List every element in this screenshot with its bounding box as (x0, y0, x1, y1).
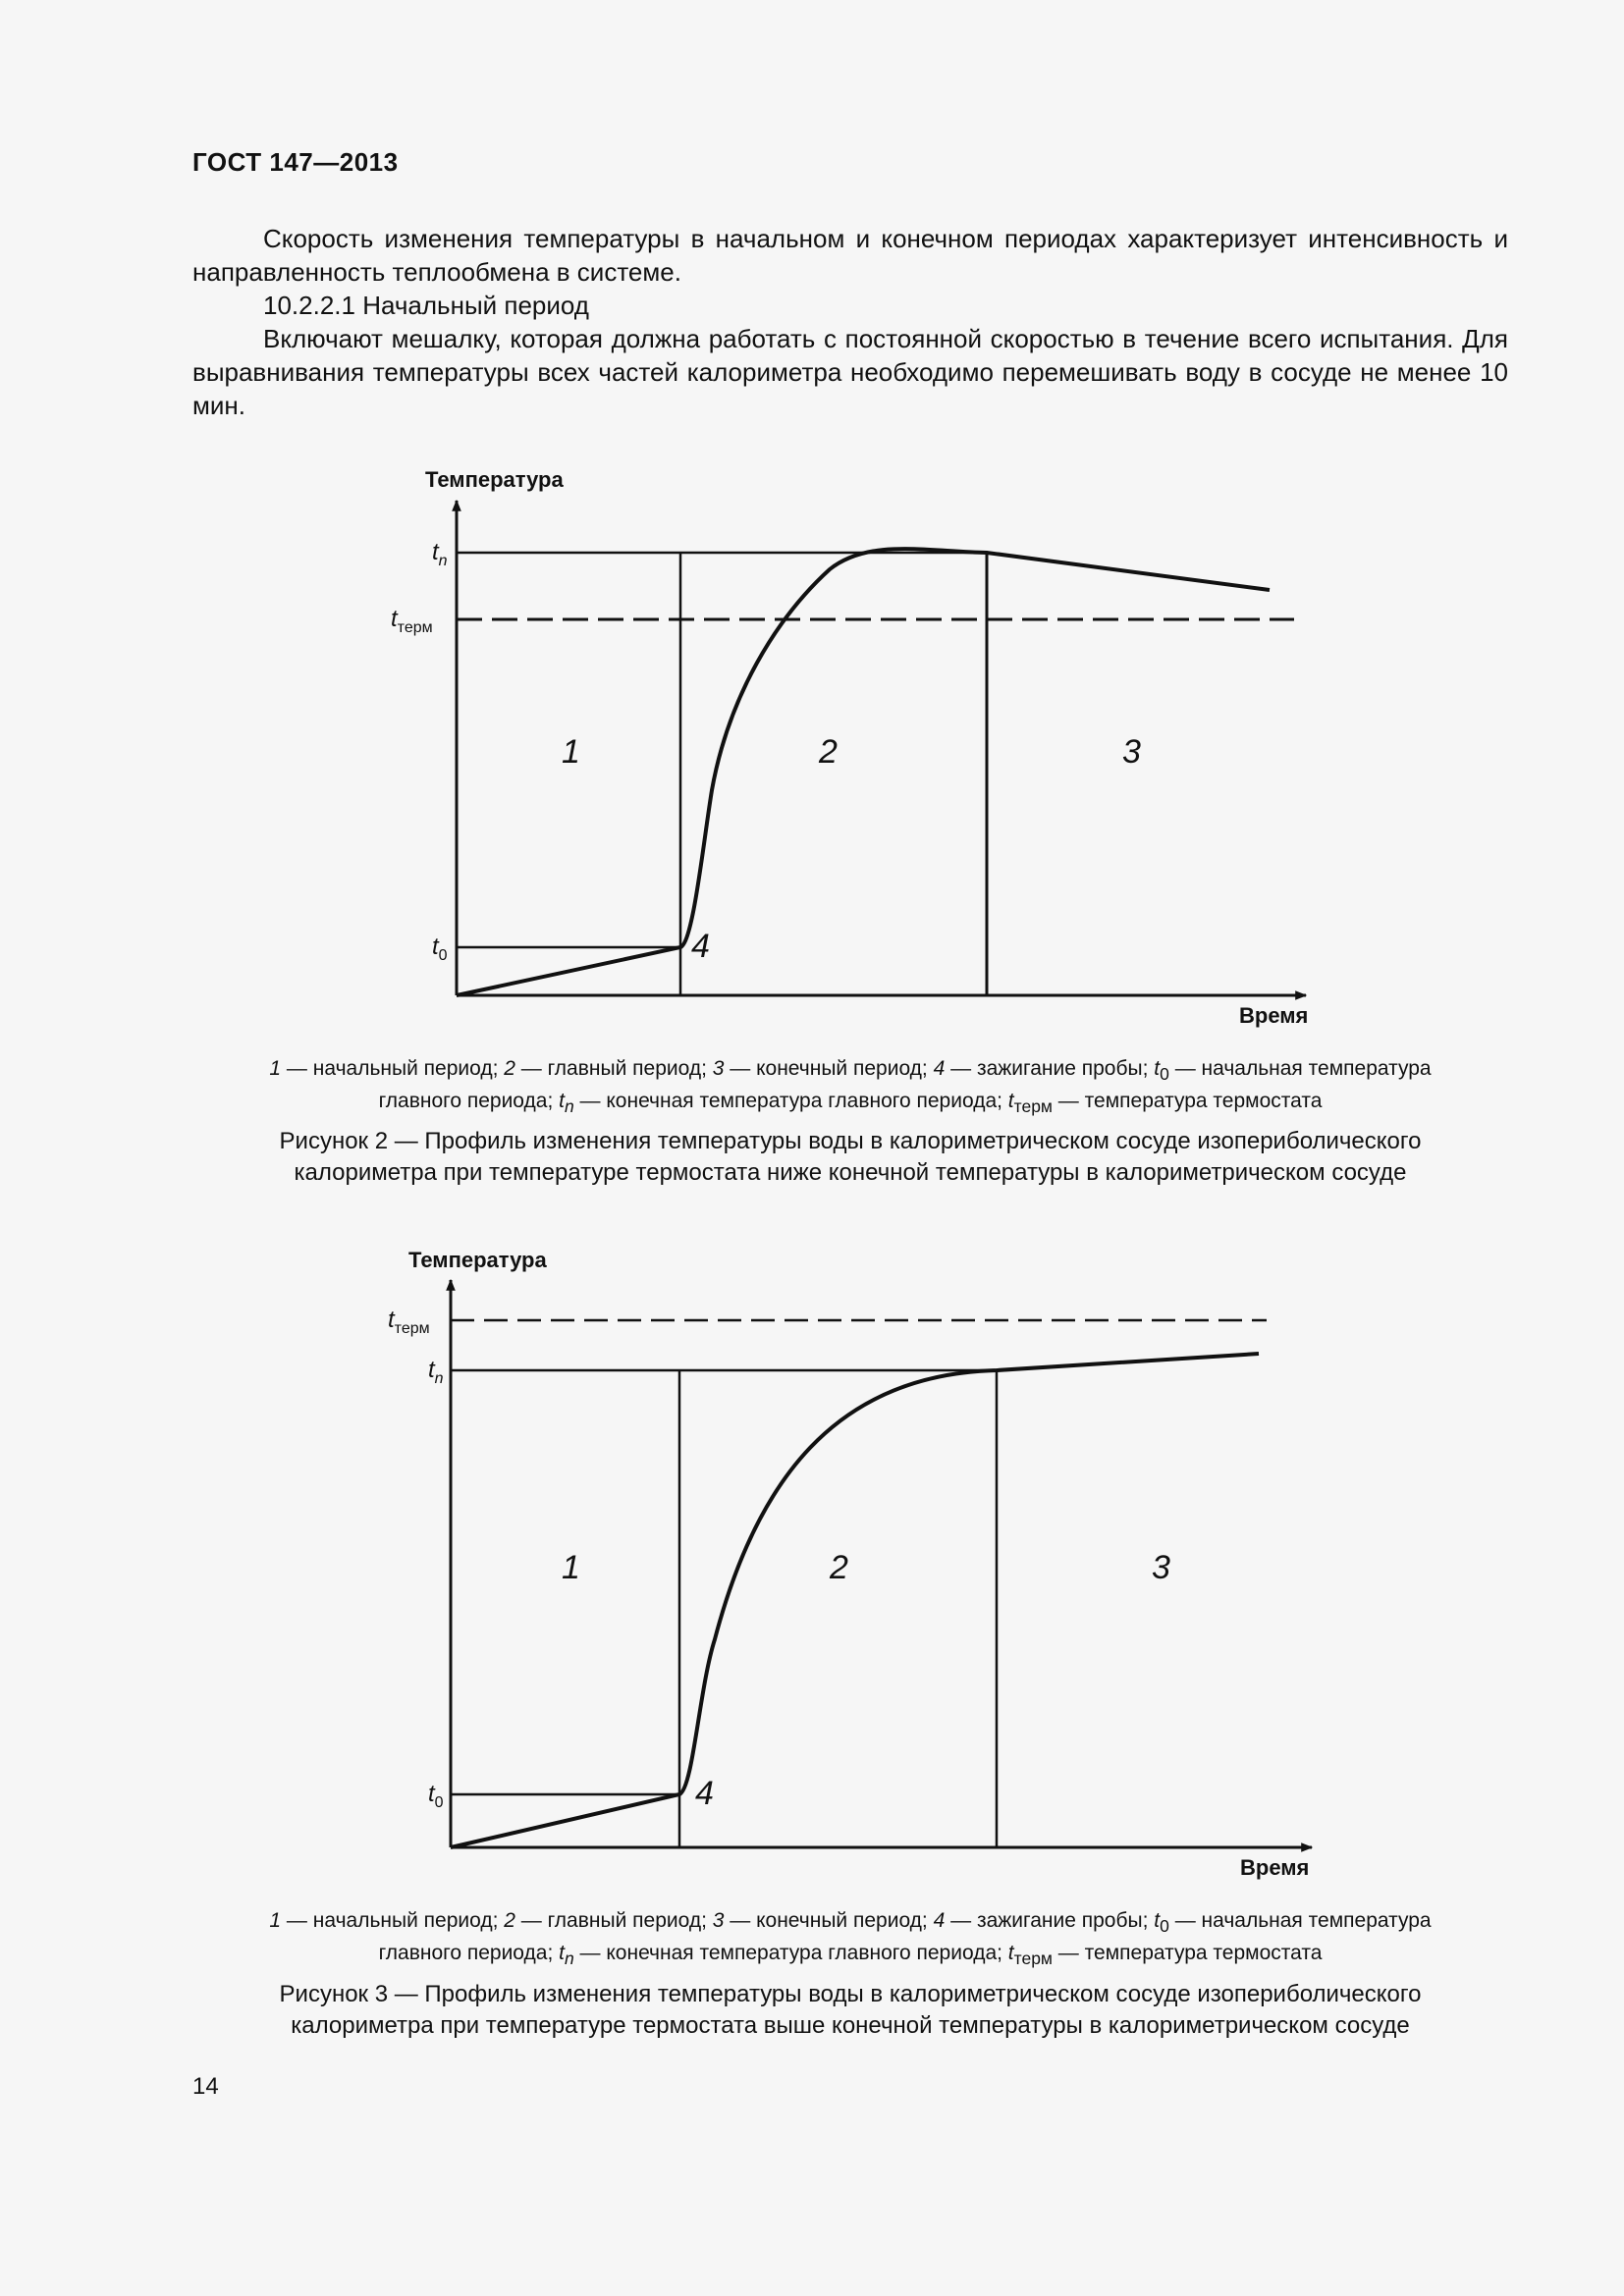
t-n-label: $t_n$ (428, 1357, 444, 1387)
section-heading-initial-period: 10.2.2.1 Начальный период (263, 291, 589, 320)
figure-2-diagram (0, 452, 1624, 1041)
x-axis-label: Время (1240, 1855, 1310, 1880)
t-term-label: $t_{терм}$ (388, 1307, 430, 1337)
y-axis-label: Температура (425, 467, 564, 492)
figure-2-caption (192, 1126, 1508, 1189)
region-label-initial: 1 (562, 1549, 580, 1586)
region-label-initial: 1 (562, 733, 580, 771)
region-label-final: 3 (1122, 733, 1141, 771)
y-axis-label: Температура (408, 1248, 547, 1272)
figure-3-caption-line2: калориметра при температуре термостата выше конечной температуры в калориметрическом сосуде (291, 2012, 1410, 2039)
paragraph-stirrer: Включают мешалку, которая должна работать с постоянной скоростью в течение всего испытания. Для выравнивания температуры всех частей калориметра необходимо перемешивать воду в сосуде не менее 10 мин. (192, 324, 1508, 420)
page-number: 14 (192, 2073, 219, 2100)
figure-3-caption (192, 1979, 1508, 2042)
t-term-label: $t_{терм}$ (391, 606, 433, 636)
figure-3-legend-note: 1 — начальный период; 2 — главный период; 3 — конечный период; 4 — зажигание пробы; $t_0$ — начальная температура главного периода; $t_n$ — конечная температура главного периода; $t_{терм}$ — температура термостата (269, 1909, 1432, 1969)
figure-2-caption-line2: калориметра при температуре термостата ниже конечной температуры в калориметрическом сосуде (294, 1159, 1407, 1186)
t-0-label: $t_0$ (428, 1781, 444, 1811)
figure-2-caption-line1: Рисунок 2 — Профиль изменения температуры воды в калориметрическом сосуде изопериболического (279, 1128, 1422, 1154)
figure-3-caption-line1: Рисунок 3 — Профиль изменения температуры воды в калориметрическом сосуде изопериболического (279, 1981, 1422, 2007)
t-n-label: $t_n$ (432, 539, 448, 569)
document-header: ГОСТ 147—2013 (192, 147, 399, 177)
region-label-main: 2 (819, 733, 838, 771)
body-text (192, 222, 1508, 422)
ignition-marker: 4 (695, 1775, 714, 1812)
t-0-label: $t_0$ (432, 934, 448, 964)
region-label-final: 3 (1152, 1549, 1170, 1586)
x-axis-label: Время (1239, 1003, 1309, 1028)
paragraph-heat-exchange: Скорость изменения температуры в начальном и конечном периодах характеризует интенсивность и направленность теплообмена в системе. (192, 224, 1508, 287)
figure-3-diagram (0, 1232, 1624, 1890)
ignition-marker: 4 (691, 928, 710, 965)
region-label-main: 2 (830, 1549, 848, 1586)
temperature-curve (457, 549, 1270, 995)
temperature-curve (451, 1354, 1259, 1847)
figure-2-legend-note: 1 — начальный период; 2 — главный период; 3 — конечный период; 4 — зажигание пробы; $t_0$ — начальная температура главного периода; $t_n$ — конечная температура главного периода; $t_{терм}$ — температура термостата (269, 1057, 1432, 1117)
